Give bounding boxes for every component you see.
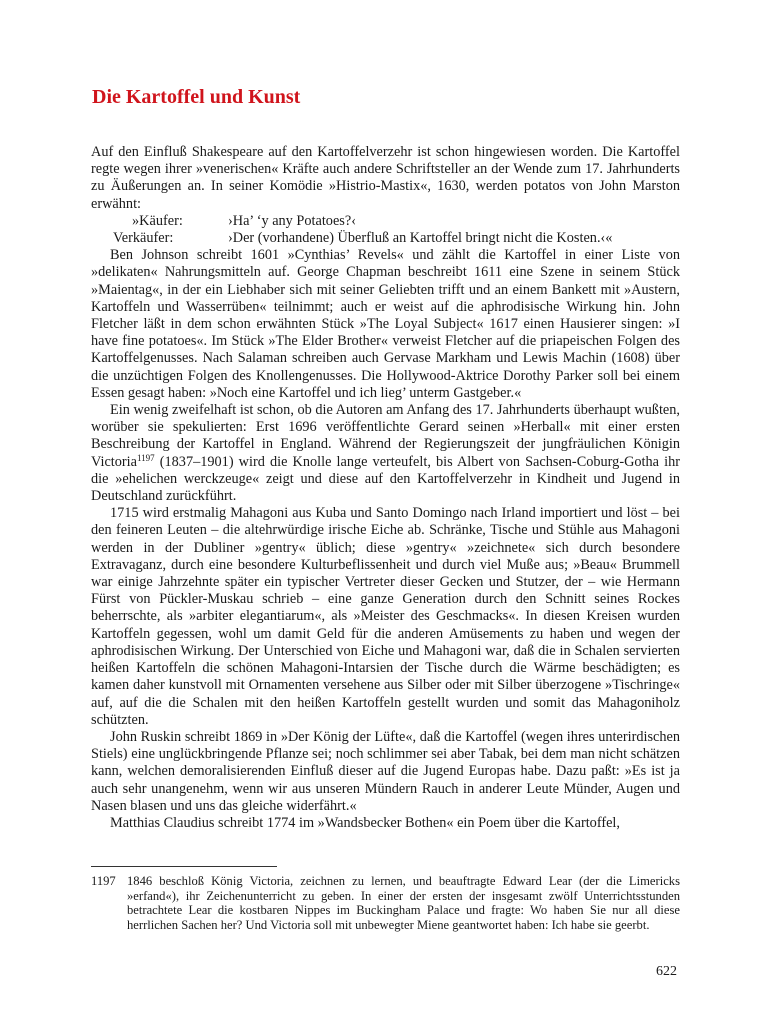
paragraph-victoria <box>91 402 680 505</box>
page-number: 622 <box>656 964 677 979</box>
paragraph-claudius: Matthias Claudius schreibt 1774 im »Wandsbecker Bothen« ein Poem über die Kartoffel, <box>110 814 620 831</box>
footnote <box>91 874 680 933</box>
paragraph-ruskin: John Ruskin schreibt 1869 in »Der König der Lüfte«, daß die Kartoffel (wegen ihres unterirdischen Stiels) eine unglückbringende Pflanze sei; noch schlimmer sei aber Tabak, bei dem man nicht schätzen kann, welchen demoralisierenden Einfluß dieser auf die Jugend Europas habe. Dazu paßt: »Es ist ja auch sehr unangenehm, wenn wir aus unseren Mündern Rauch in anderer Leute Münder, Augen und Nasen blasen und uns das gleiche widerfährt.« <box>91 728 680 814</box>
body-text <box>91 144 680 832</box>
paragraph-intro: Auf den Einfluß Shakespeare auf den Kartoffelverzehr ist schon hingewiesen worden. Die Kartoffel regte wegen ihrer »venerischen« Kräfte auch andere Schriftsteller an der Wende zum 17. Jahrhunderts zu Äußerungen an. In seiner Komödie »Histrio-Mastix«, 1630, werden potatos von John Marston erwähnt: <box>91 144 680 212</box>
paragraph-victoria-text: Ein wenig zweifelhaft ist schon, ob die Autoren am Anfang des 17. Jahrhunderts überhaupt wußten, worüber sie spekulierten: Erst 1696 veröffentlichte Gerard seinen »Herball« mit einer ersten Beschreibung der Kartoffel in England. Während der Regierungszeit der jungfräulichen Königin Victoria <box>91 402 680 470</box>
paragraph-jonson: Ben Johnson schreibt 1601 »Cynthias’ Revels« und zählt die Kartoffel in einer Liste von »delikaten« Nahrungsmitteln auf. George Chapman beschreibt 1611 eine Szene in seinem Stück »Maientag«, in der ein Liebhaber sich mit seiner Geliebten trifft und an einem Bankett mit »Austern, Kartoffeln und Wasserrüben« teilnimmt; auch er weist auf die aphrodisische Wirkung hin. John Fletcher läßt in dem schon erwähnten Stück »The Loyal Subject« 1617 einen Hausierer singen: »I have fine potatoes«. Im Stück »The Elder Brother« verweist Fletcher auf die priapeischen Folgen des Kartoffelgenusses. Nach Salaman schreiben auch Gervase Markham und Lewis Machin (1608) über die unzüchtigen Folgen des Knollengenusses. Die Hollywood-Aktrice Dorothy Parker soll bei einem Essen gesagt haben: »Noch eine Kartoffel und ich lieg’ unterm Gastgeber.« <box>91 247 680 401</box>
paragraph-mahagoni: 1715 wird erstmalig Mahagoni aus Kuba und Santo Domingo nach Irland importiert und löst – bei den feineren Leuten – die altehrwürdige irische Eiche ab. Schränke, Tische und Stühle aus Mahagoni werden in der Dubliner »gentry« üblich; diese »gentry« »zeichnete« sich durch besondere Extravaganz, durch eine besondere Kulturbeflissenheit und durch viel Muße aus; »Beau« Brummell war einige Jahrzehnte später ein typischer Vertreter dieser Gecken und Stutzer, der – wie Hermann Fürst von Pückler-Muskau schrieb – eine ganze Generation durch den Schnitt seines Rockes beherrschte, als »arbiter elegantiarum«, als »Meister des Geschmacks«. In diesen Kreisen wurden Kartoffeln gegessen, wohl um damit Geld für die anderen Amüsements zu haben und wegen der aphrodisischen Wirkung. Der Unterschied von Eiche und Mahagoni war, daß die in Schalen servierten heißen Kartoffeln die schönen Mahagoni-Intarsien der Tische durch die Wärme beschädigten; es kamen daher kunstvoll mit Ornamenten versehene aus Silber oder mit Silber überzogene »Tischringe« auf, auf die die Schalen mit den heißen Kartoffeln gestellt wurden und somit das Mahagoniholz schützten. <box>91 505 680 728</box>
page-title: Die Kartoffel und Kunst <box>92 86 301 108</box>
footnote-text: 1846 beschloß König Victoria, zeichnen zu lernen, und beauftragte Edward Lear (der die Limericks »erfand«), ihr Zeichenunterricht zu geben. In einer der ersten der insgesamt zwölf Unterrichtsstunden betrachtete Lear die kostbaren Nippes im Buckingham Palace und fragte: Wo haben Sie nur all diese herrlichen Sachen her? Und Victoria soll mit unbewegter Miene geantwortet haben: Ich habe sie geerbt. <box>127 874 680 933</box>
dialog-speaker: »Käufer: <box>132 212 183 229</box>
dialog-text: ›Ha’ ‘y any Potatoes?‹ <box>228 212 356 229</box>
dialog-line <box>91 230 680 247</box>
dialog-text: ›Der (vorhandene) Überfluß an Kartoffel bringt nicht die Kosten.‹« <box>228 230 613 247</box>
footnote-divider <box>91 866 277 867</box>
footnote-number: 1197 <box>91 874 116 888</box>
paragraph-victoria-text-cont: (1837–1901) wird die Knolle lange verteufelt, bis Albert von Sachsen-Coburg-Gotha ihr die »ehelichen werckzeuge« zeigt und diese auf den Kartoffelverzehr in Kindheit und Jugend in Deutschland zurückführt. <box>91 453 680 505</box>
footnote-reference[interactable]: 1197 <box>136 452 155 463</box>
dialog-speaker: Verkäufer: <box>113 230 174 247</box>
dialog-line <box>91 213 680 230</box>
